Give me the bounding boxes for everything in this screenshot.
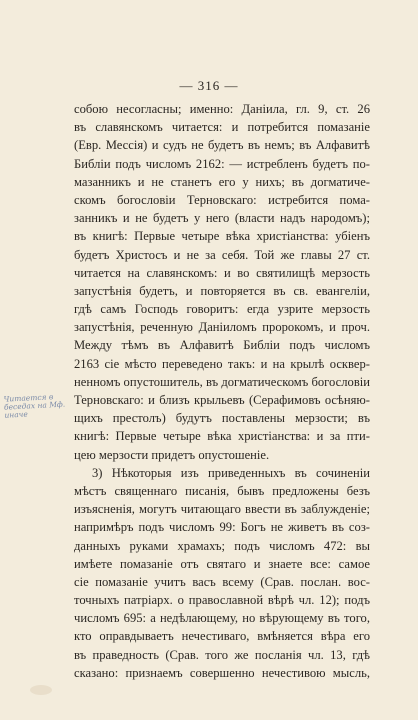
text-line: напримѣръ подъ числомъ 99: Богъ не живетъ въ соз-: [74, 520, 370, 535]
text-line: 2163 сіе мѣсто переведено такъ: и на крылѣ осквер-: [74, 356, 370, 371]
page-number: — 316 —: [179, 78, 239, 93]
text-line: точныхъ патріарх. о православной вѣрѣ чл. 12); подъ: [74, 593, 370, 608]
text-line: въ славянскомъ читается: и потребится помазаніе: [74, 120, 370, 135]
text-line: Между тѣмъ въ Алфавитѣ Библіи подъ числомъ: [74, 338, 370, 353]
text-line: щихъ престолъ) будутъ поставлены мерзости; въ: [74, 411, 370, 426]
text-line: книгѣ: Первые четыре вѣка христіанства: и за пти-: [74, 429, 370, 444]
text-line: запустѣнія, реченную Даніиломъ пророкомъ, и проч.: [74, 320, 370, 335]
text-line: ненномъ опустошитель, въ догматическомъ богословіи: [74, 374, 370, 389]
text-line: цею мерзости придетъ опустошеніе.: [74, 447, 270, 462]
text-line: (Евр. Мессія) и судъ не будетъ въ немъ; въ Алфавитѣ: [74, 138, 370, 153]
text-line: данныхъ руками храмахъ; подъ числомъ 472: вы: [74, 538, 370, 553]
text-line: занникъ и не будетъ у него (власти надъ народомъ);: [74, 211, 370, 226]
paragraph-start-line: 3) Нѣкоторыя изъ приведенныхъ въ сочиненіи: [92, 465, 370, 480]
text-line: числомъ 695: а недѣлающему, но вѣрующему въ того,: [74, 611, 370, 626]
text-line: изъясненія, могутъ читающаго ввести въ заблужденіе;: [74, 502, 370, 517]
text-line: мѣстъ священнаго писанія, бывъ предложены безъ: [74, 483, 370, 498]
text-line: сіе помазаніе учитъ васъ всему (Срав. послан. вос-: [74, 574, 370, 589]
text-line: скомъ богословіи Терновскаго: истребится пома-: [74, 192, 370, 207]
text-line: имѣете помазаніе отъ святаго и знаете все: самое: [74, 556, 370, 571]
text-line: Библіи подъ числомъ 2162: — истребленъ будетъ по-: [74, 156, 370, 171]
text-line: въ праведность (Срав. того же посланія чл. 13, гдѣ: [74, 647, 370, 662]
text-line: будетъ Христосъ и не за себя. Той же главы 27 ст.: [74, 247, 370, 262]
text-line: гдѣ самъ Господь говоритъ: егда узрите мерзость: [74, 302, 370, 317]
text-line: запустѣнія будетъ, и повторяется въ св. евангеліи,: [74, 283, 370, 298]
handwritten-margin-note: Читается в беседах на Мф. иначе: [3, 392, 66, 420]
text-line: читается на славянскомъ: и во святилищѣ мерзость: [74, 265, 370, 280]
text-line: сказано: признаемъ совершенно нечестивою мысль,: [74, 665, 370, 680]
text-line: въ книгѣ: Первые четыре вѣка христіанства: убіенъ: [74, 229, 370, 244]
text-line: кто оправдываетъ нечестиваго, вмѣняется вѣра его: [74, 629, 370, 644]
text-line: собою несогласны; именно: Даніила, гл. 9, ст. 26: [74, 102, 370, 116]
paper-stain: [30, 685, 52, 695]
text-line: мазанникъ и не станетъ его у нихъ; въ догматиче-: [74, 174, 370, 189]
page-body-text: [74, 100, 370, 682]
text-line: Терновскаго: и близъ крыльевъ (Серафимовъ осѣняю-: [74, 393, 370, 407]
